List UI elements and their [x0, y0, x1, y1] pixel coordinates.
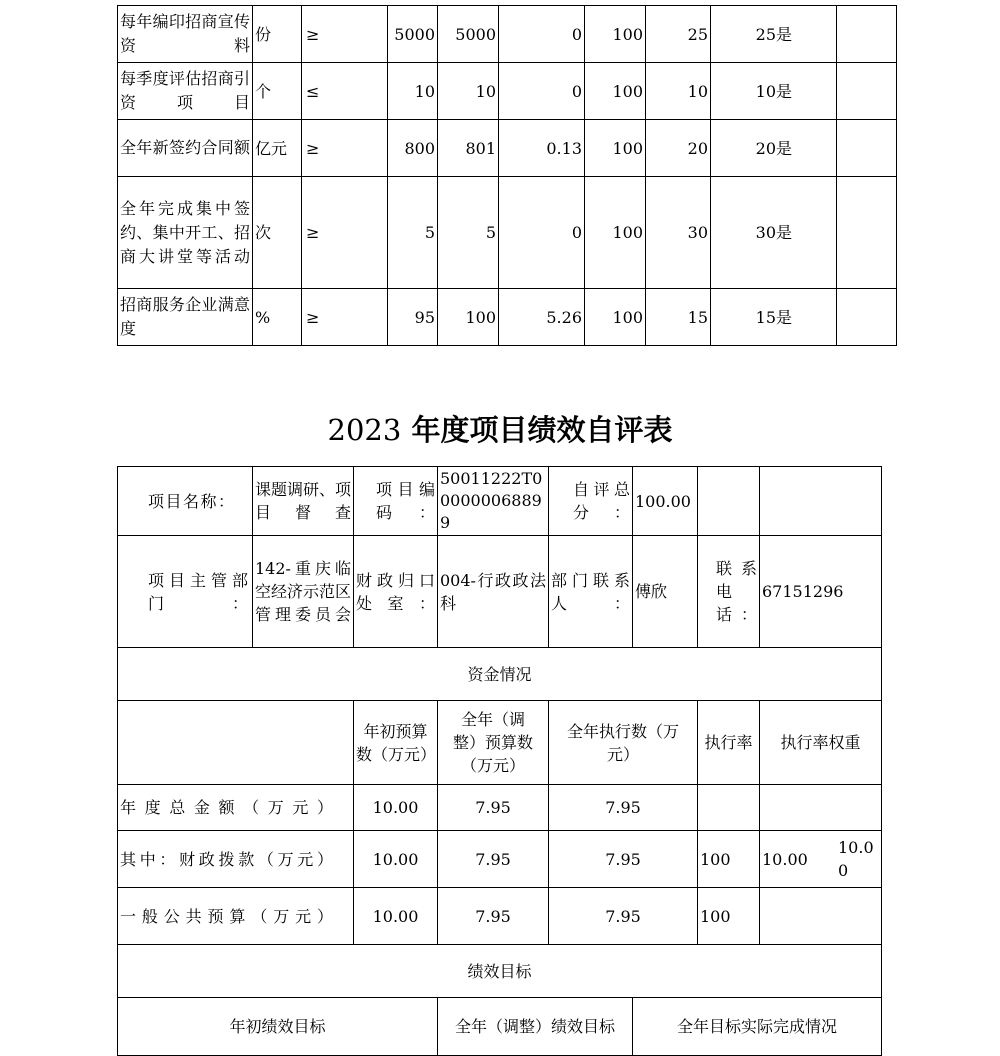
phone-label: 联系电话： [698, 536, 760, 648]
indicator-name: 招商服务企业满意度 [118, 289, 253, 346]
indicator-actual: 5000 [438, 6, 499, 63]
indicator-target: 5 [388, 177, 438, 289]
table-row [118, 289, 897, 346]
dept-label: 项目主管部门： [118, 536, 253, 648]
funds-adjusted: 7.95 [438, 831, 549, 888]
indicator-score-value: 30 [755, 223, 776, 242]
indicator-score [711, 177, 837, 289]
indicator-note [837, 63, 897, 120]
indicator-unit: 份 [253, 6, 302, 63]
goals-actual: 全年目标实际完成情况 [633, 998, 882, 1056]
funds-executed: 7.95 [549, 785, 698, 831]
indicator-weight: 10 [646, 63, 711, 120]
score-label: 自评总分： [549, 467, 633, 536]
indicator-score [711, 63, 837, 120]
table-row [118, 120, 897, 177]
indicator-deviation: 0 [499, 6, 585, 63]
funds-header-empty [118, 701, 354, 785]
indicator-deviation: 0 [499, 63, 585, 120]
indicator-score-value: 10 [755, 81, 776, 101]
table-row [118, 63, 897, 120]
indicator-unit: % [253, 289, 302, 346]
empty-cell [760, 467, 882, 536]
indicator-score [711, 289, 837, 346]
score-value: 100.00 [633, 467, 698, 536]
funds-adjusted: 7.95 [438, 888, 549, 945]
indicator-score [711, 120, 837, 177]
funds-rate-score: 10.00 [838, 838, 874, 880]
funds-executed: 7.95 [549, 888, 698, 945]
project-code-value: 50011222T000000068899 [438, 467, 549, 536]
table-row [118, 6, 897, 63]
funds-rate-weight [760, 785, 882, 831]
finance-value: 004-行政政法科 [438, 536, 549, 648]
funds-header-executed: 全年执行数（万元） [549, 701, 698, 785]
goals-section-header: 绩效目标 [118, 945, 882, 998]
indicator-deviation: 0 [499, 177, 585, 289]
indicator-name: 每年编印招商宣传资料 [118, 6, 253, 63]
table-row [118, 831, 882, 888]
indicator-actual: 100 [438, 289, 499, 346]
indicator-actual: 801 [438, 120, 499, 177]
indicator-unit: 亿元 [253, 120, 302, 177]
funds-header-rate-weight: 执行率权重 [760, 701, 882, 785]
finance-label: 财政归口处室： [354, 536, 438, 648]
contact-value: 傅欣 [633, 536, 698, 648]
indicator-unit: 个 [253, 63, 302, 120]
funds-executed: 7.95 [549, 831, 698, 888]
indicator-unit: 次 [253, 177, 302, 289]
indicator-score [711, 6, 837, 63]
indicator-target: 5000 [388, 6, 438, 63]
indicator-completion: 100 [585, 289, 646, 346]
indicator-completion: 100 [585, 63, 646, 120]
indicator-operator: ≥ [302, 6, 388, 63]
indicator-completion: 100 [585, 120, 646, 177]
indicator-operator: ≤ [302, 63, 388, 120]
indicator-weight: 30 [646, 177, 711, 289]
funds-header-adjusted: 全年（调整）预算数（万元） [438, 701, 549, 785]
goals-initial: 年初绩效目标 [118, 998, 438, 1056]
indicator-deviation: 0.13 [499, 120, 585, 177]
funds-initial: 10.00 [354, 831, 438, 888]
contact-label: 部门联系人： [549, 536, 633, 648]
indicator-target: 95 [388, 289, 438, 346]
indicator-achieved: 是 [776, 81, 793, 101]
indicator-achieved: 是 [776, 138, 793, 158]
indicator-weight: 25 [646, 6, 711, 63]
dept-value: 142-重庆临空经济示范区管理委员会 [253, 536, 354, 648]
indicator-completion: 100 [585, 6, 646, 63]
indicator-actual: 10 [438, 63, 499, 120]
table-row [118, 785, 882, 831]
table-row [118, 888, 882, 945]
indicator-achieved: 是 [776, 24, 793, 44]
indicator-weight: 15 [646, 289, 711, 346]
indicator-achieved: 是 [776, 223, 793, 242]
funds-rate: 100 [698, 831, 760, 888]
indicator-target: 10 [388, 63, 438, 120]
indicator-actual: 5 [438, 177, 499, 289]
indicator-score-value: 25 [755, 24, 776, 44]
indicator-deviation: 5.26 [499, 289, 585, 346]
indicator-weight: 20 [646, 120, 711, 177]
funds-row-label: 年度总金额（万元） [118, 785, 354, 831]
funds-header-initial: 年初预算数（万元） [354, 701, 438, 785]
indicator-note [837, 6, 897, 63]
funds-initial: 10.00 [354, 785, 438, 831]
phone-value: 67151296 [760, 536, 882, 648]
funds-rate [698, 785, 760, 831]
evaluation-table [117, 466, 882, 1056]
indicator-table [117, 5, 897, 346]
indicator-operator: ≥ [302, 289, 388, 346]
indicator-completion: 100 [585, 177, 646, 289]
project-name-value: 课题调研、项目督查 [253, 467, 354, 536]
funds-rate-weight: 10.00 10.00 [760, 831, 882, 888]
funds-initial: 10.00 [354, 888, 438, 945]
indicator-score-value: 20 [755, 138, 776, 158]
project-name-label: 项目名称： [118, 467, 253, 536]
indicator-achieved: 是 [776, 307, 793, 327]
funds-row-label: 其中：财政拨款（万元） [118, 831, 354, 888]
indicator-name: 全年新签约合同额 [118, 120, 253, 177]
table-row [118, 177, 897, 289]
funds-rate-weight [760, 888, 882, 945]
project-code-label: 项目编码： [354, 467, 438, 536]
indicator-name: 每季度评估招商引资项目 [118, 63, 253, 120]
indicator-operator: ≥ [302, 177, 388, 289]
page-title: 2023 年度项目绩效自评表 [327, 413, 673, 447]
indicator-note [837, 289, 897, 346]
empty-cell [698, 467, 760, 536]
indicator-note [837, 177, 897, 289]
indicator-score-value: 15 [755, 307, 776, 327]
funds-header-rate: 执行率 [698, 701, 760, 785]
goals-adjusted: 全年（调整）绩效目标 [438, 998, 633, 1056]
indicator-operator: ≥ [302, 120, 388, 177]
funds-section-header: 资金情况 [118, 648, 882, 701]
indicator-note [837, 120, 897, 177]
indicator-name: 全年完成集中签约、集中开工、招商大讲堂等活动 [118, 177, 253, 289]
funds-row-label: 一般公共预算（万元） [118, 888, 354, 945]
funds-rate: 100 [698, 888, 760, 945]
indicator-target: 800 [388, 120, 438, 177]
funds-adjusted: 7.95 [438, 785, 549, 831]
